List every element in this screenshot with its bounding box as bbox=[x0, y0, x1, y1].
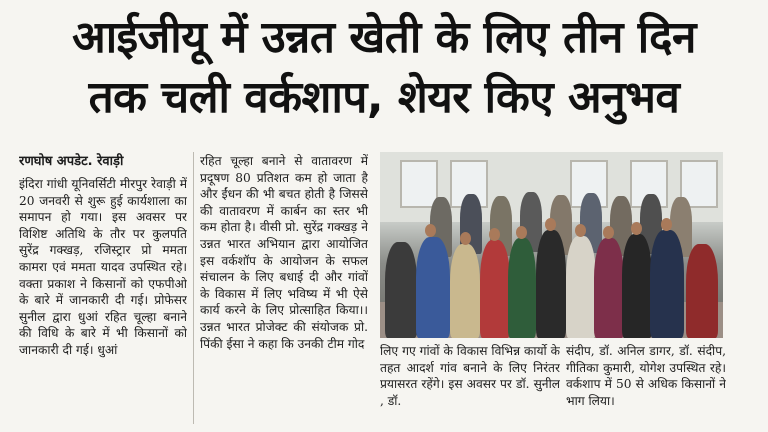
article-column-4 bbox=[566, 343, 726, 423]
photo-person-head bbox=[516, 226, 527, 239]
article-column-4-text: संदीप, डॉ. अनिल डागर, डॉ. संदीप, गीतिका कुमारी, योगेश उपस्थित रहे। वर्कशाप में 50 से अधिक किसानों ने भाग लिया। bbox=[566, 344, 726, 408]
photo-person-head bbox=[460, 232, 471, 245]
photo-window bbox=[400, 160, 438, 208]
photo-person bbox=[566, 236, 596, 338]
dateline: रणघोष अपडेट. रेवाड़ी bbox=[19, 154, 124, 169]
article-column-3-text: लिए गए गांवों के विकास विभिन्न कार्यो के तहत आदर्श गांव बनाने के लिए निरंतर प्रयासरत रहेंगे। इस अवसर पर डॉ. सुनील , डॉ. bbox=[380, 344, 560, 408]
photo-person bbox=[594, 238, 624, 338]
article-column-2-text: रहित चूल्हा बनाने से वातावरण में प्रदूषण 80 प्रतिशत कम हो जाता है और ईंधन की भी बचत होती है जिससे की वातावरण में कार्बन का स्तर भी कम होता है। वीसी प्रो. सुरेंद्र गक्खड़ ने उन्नत भारत अभियान द्वारा आयोजित इस वर्कशॉप के आयोजन के सफल संचालन के लिए बधाई दी और गांवों के विकास में लिए भविष्य में भी ऐसे कार्य करने के लिए प्रोत्साहित किया।। उन्नत भारत प्रोजेक्ट की संयोजक प्रो. पिंकी ईसा ने कहा कि उनकी टीम गोद bbox=[200, 154, 368, 351]
photo-person bbox=[450, 244, 480, 338]
headline-line-2: तक चली वर्कशाप, शेयर किए अनुभव bbox=[88, 72, 680, 123]
photo-person bbox=[480, 240, 510, 338]
photo-person bbox=[686, 244, 718, 338]
article-column-1-text: इंदिरा गांधी यूनिवर्सिटी मीरपुर रेवाड़ी में 20 जनवरी से शुरू हुई कार्यशाला का समापन हो गया। इस अवसर पर विशिष्ट अतिथि के तौर पर कुलपति सुरेंद्र गक्खड़, रजिस्ट्रार प्रो ममता कामरा एवं ममता यादव उपस्थित रहे। वक्ता प्रकाश ने किसानों को एफपीओ के बारे में जानकारी दी गई। प्रोफेसर सुनील द्वारा धुआं रहित चूल्हा बनाने की विधि के बारे में भी किसानों को जानकारी दी गई। धुआं bbox=[19, 177, 187, 357]
article-column-2 bbox=[200, 153, 368, 425]
photo-person-head bbox=[425, 224, 436, 237]
photo-person-head bbox=[489, 228, 500, 241]
photo-person-head bbox=[575, 224, 586, 237]
column-divider bbox=[193, 152, 194, 424]
headline-line-1: आईजीयू में उन्नत खेती के लिए तीन दिन bbox=[72, 12, 696, 63]
photo-person bbox=[385, 242, 417, 338]
photo-person bbox=[416, 237, 450, 338]
article-column-1 bbox=[19, 153, 187, 425]
photo-person-head bbox=[545, 218, 556, 231]
photo-person-head bbox=[631, 222, 642, 235]
photo-person-head bbox=[603, 226, 614, 239]
photo-person-head bbox=[661, 218, 672, 231]
photo-person bbox=[650, 230, 684, 338]
workshop-group-photo bbox=[380, 152, 723, 338]
article-column-3 bbox=[380, 343, 560, 423]
photo-person bbox=[508, 238, 536, 338]
photo-person bbox=[622, 234, 652, 338]
photo-person bbox=[536, 230, 566, 338]
